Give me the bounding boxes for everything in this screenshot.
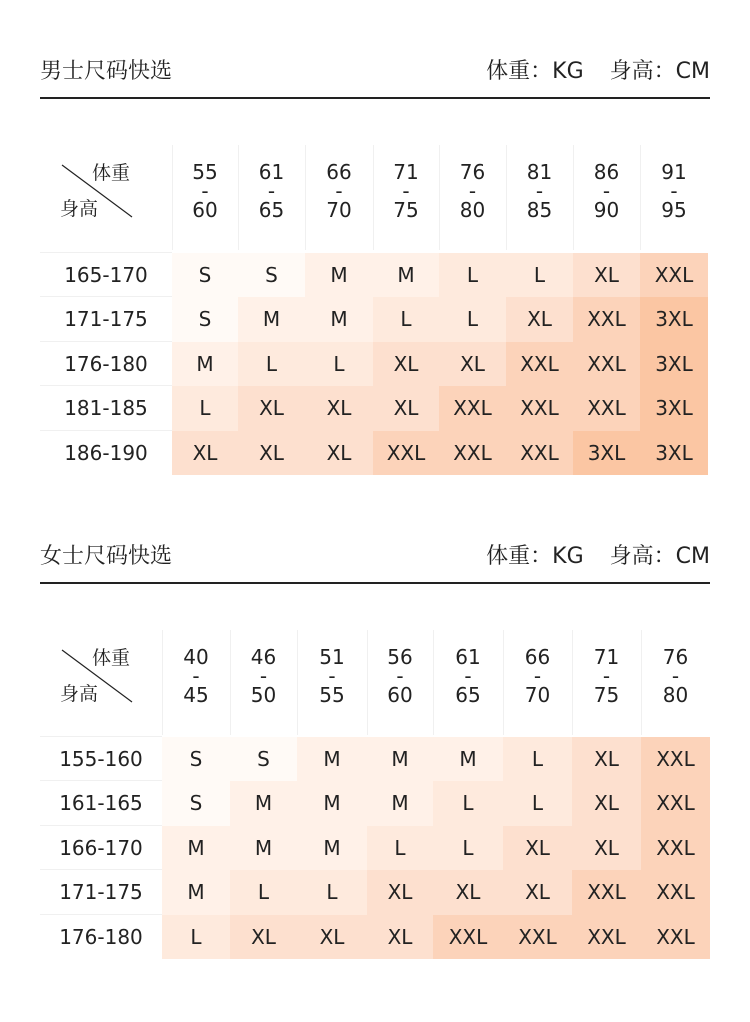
range-dash: - [535, 179, 544, 203]
weight-min: 86 [593, 160, 620, 184]
men-size-cell: L [439, 297, 506, 341]
range-dash: - [267, 179, 276, 203]
women-height-row-label: 176-180 [59, 924, 143, 949]
range-dash: - [533, 664, 542, 688]
men-size-cell: XXL [640, 253, 708, 297]
women-col-separator [230, 630, 231, 735]
men-height-row-label: 176-180 [64, 351, 148, 376]
men-size-cell: XL [238, 431, 305, 475]
women-col-separator [433, 630, 434, 735]
men-size-cell: S [172, 297, 238, 341]
men-size-cell: XL [373, 342, 439, 386]
women-size-cell: L [503, 781, 572, 825]
men-size-cell: 3XL [640, 297, 708, 341]
weight-min: 46 [250, 645, 277, 669]
women-size-cell: M [162, 826, 230, 870]
women-size-cell: XL [367, 870, 433, 914]
weight-min: 71 [593, 645, 620, 669]
women-col-separator [297, 630, 298, 735]
weight-min: 55 [192, 160, 218, 184]
men-size-cell: L [172, 386, 238, 430]
men-size-cell: XXL [439, 386, 506, 430]
range-dash: - [671, 664, 680, 688]
women-size-cell: XL [230, 915, 297, 959]
men-size-cell: M [373, 253, 439, 297]
women-size-cell: XL [572, 826, 641, 870]
women-size-cell: L [433, 826, 503, 870]
men-corner-weight-label: 体重 [92, 162, 131, 184]
women-size-cell: M [433, 737, 503, 781]
range-dash: - [468, 179, 477, 203]
weight-min: 91 [661, 160, 687, 184]
range-dash: - [192, 664, 200, 688]
weight-max: 80 [662, 683, 689, 707]
men-size-cell: M [172, 342, 238, 386]
weight-max: 70 [524, 683, 551, 707]
weight-max: 65 [455, 683, 481, 707]
men-height-unit: 身高：CM [609, 59, 710, 84]
range-dash: - [201, 179, 209, 203]
men-size-cell: XXL [506, 386, 573, 430]
women-col-separator [503, 630, 504, 735]
men-size-cell: L [506, 253, 573, 297]
women-height-row-label: 171-175 [59, 880, 143, 905]
weight-max: 60 [192, 198, 218, 222]
men-size-cell: XL [506, 297, 573, 341]
women-height-row-label: 166-170 [59, 835, 143, 860]
men-size-cell: L [305, 342, 373, 386]
women-size-cell: M [367, 737, 433, 781]
men-size-cell: XL [439, 342, 506, 386]
women-size-cell: L [162, 915, 230, 959]
men-size-cell: XXL [373, 431, 439, 475]
women-size-cell: XXL [641, 915, 710, 959]
weight-min: 81 [526, 160, 553, 184]
men-height-row-label: 171-175 [64, 307, 148, 332]
women-size-cell: S [162, 737, 230, 781]
women-size-cell: M [162, 870, 230, 914]
weight-min: 61 [258, 160, 285, 184]
women-size-cell: L [297, 870, 367, 914]
men-size-cell: XL [305, 386, 373, 430]
women-size-cell: M [230, 826, 297, 870]
women-size-cell: XL [572, 781, 641, 825]
women-units [486, 542, 710, 572]
weight-max: 80 [459, 198, 486, 222]
men-size-cell: L [373, 297, 439, 341]
men-size-cell: XL [573, 253, 640, 297]
men-size-cell: 3XL [640, 386, 708, 430]
weight-min: 71 [393, 160, 419, 184]
men-size-cell: XXL [573, 342, 640, 386]
women-size-cell: XXL [503, 915, 572, 959]
men-size-cell: XXL [573, 386, 640, 430]
women-size-cell: XL [367, 915, 433, 959]
men-size-cell: M [305, 253, 373, 297]
women-size-cell: M [297, 737, 367, 781]
weight-max: 75 [393, 198, 419, 222]
women-size-cell: L [230, 870, 297, 914]
weight-max: 60 [387, 683, 413, 707]
range-dash: - [602, 664, 611, 688]
women-size-cell: S [230, 737, 297, 781]
men-size-cell: XXL [506, 342, 573, 386]
women-corner-header [40, 630, 162, 735]
women-size-cell: XXL [572, 915, 641, 959]
range-dash: - [328, 664, 336, 688]
women-col-separator [367, 630, 368, 735]
weight-max: 45 [183, 683, 209, 707]
women-weight-col-header [572, 645, 641, 707]
weight-min: 76 [459, 160, 486, 184]
women-size-cell: XL [503, 826, 572, 870]
men-size-cell: S [238, 253, 305, 297]
women-size-cell: XXL [433, 915, 503, 959]
weight-min: 61 [455, 645, 481, 669]
weight-max: 95 [661, 198, 687, 222]
women-weight-col-header [230, 645, 297, 707]
women-weight-col-header [433, 645, 503, 707]
women-size-cell: XXL [641, 737, 710, 781]
women-size-cell: L [433, 781, 503, 825]
women-weight-col-header [162, 645, 230, 707]
women-size-cell: XXL [572, 870, 641, 914]
range-dash: - [335, 179, 343, 203]
men-title: 男士尺码快选 [40, 59, 173, 84]
men-size-cell: XL [238, 386, 305, 430]
women-size-cell: M [297, 781, 367, 825]
range-dash: - [464, 664, 472, 688]
men-height-row-label: 186-190 [64, 440, 148, 465]
weight-max: 70 [326, 198, 352, 222]
women-size-cell: XXL [641, 781, 710, 825]
women-col-separator [162, 630, 163, 735]
women-size-cell: XL [503, 870, 572, 914]
women-size-cell: L [503, 737, 572, 781]
weight-max: 90 [593, 198, 620, 222]
women-size-cell: XXL [641, 826, 710, 870]
weight-min: 66 [524, 645, 551, 669]
weight-max: 55 [319, 683, 345, 707]
range-dash: - [670, 179, 678, 203]
men-size-cell: L [238, 342, 305, 386]
women-height-row-label: 155-160 [59, 747, 143, 771]
women-corner-height-label: 身高 [60, 683, 99, 705]
men-size-cell: M [305, 297, 373, 341]
range-dash: - [259, 664, 268, 688]
men-size-cell: XL [172, 431, 238, 475]
men-size-cell: XXL [439, 431, 506, 475]
women-col-separator [641, 630, 642, 735]
women-height-unit: 身高：CM [609, 544, 710, 569]
range-dash: - [602, 179, 611, 203]
men-weight-unit: 体重：KG [486, 59, 584, 84]
weight-max: 75 [593, 683, 620, 707]
women-col-separator [572, 630, 573, 735]
men-size-cell: 3XL [573, 431, 640, 475]
women-header [40, 542, 710, 572]
women-weight-unit: 体重：KG [486, 544, 584, 569]
weight-min: 40 [183, 645, 209, 669]
men-size-cell: S [172, 253, 238, 297]
range-dash: - [402, 179, 410, 203]
women-size-cell: S [162, 781, 230, 825]
women-weight-col-header [367, 645, 433, 707]
weight-min: 76 [662, 645, 689, 669]
women-size-cell: L [367, 826, 433, 870]
weight-max: 50 [250, 683, 277, 707]
men-size-cell: L [439, 253, 506, 297]
weight-min: 56 [387, 645, 413, 669]
women-size-cell: XL [433, 870, 503, 914]
range-dash: - [396, 664, 404, 688]
men-height-row-label: 181-185 [64, 396, 148, 421]
men-size-cell: M [238, 297, 305, 341]
women-weight-col-header [503, 645, 572, 707]
weight-max: 65 [258, 198, 285, 222]
women-title: 女士尺码快选 [40, 544, 173, 569]
women-weight-col-header [297, 645, 367, 707]
men-size-cell: 3XL [640, 431, 708, 475]
women-size-cell: XL [297, 915, 367, 959]
men-height-row-label: 165-170 [64, 263, 148, 287]
men-size-cell: XL [305, 431, 373, 475]
women-divider [40, 582, 710, 584]
women-height-row-label: 161-165 [59, 791, 143, 816]
weight-min: 66 [326, 160, 352, 184]
women-size-cell: M [367, 781, 433, 825]
women-corner-weight-label: 体重 [92, 647, 131, 669]
women-weight-col-header [641, 645, 710, 707]
men-size-cell: XXL [573, 297, 640, 341]
men-size-cell: XXL [506, 431, 573, 475]
women-size-cell: XXL [641, 870, 710, 914]
weight-min: 51 [319, 645, 345, 669]
weight-max: 85 [526, 198, 553, 222]
women-size-cell: M [297, 826, 367, 870]
women-size-cell: M [230, 781, 297, 825]
women-size-cell: XL [572, 737, 641, 781]
men-size-cell: XL [373, 386, 439, 430]
men-size-cell: 3XL [640, 342, 708, 386]
men-corner-height-label: 身高 [60, 198, 99, 220]
